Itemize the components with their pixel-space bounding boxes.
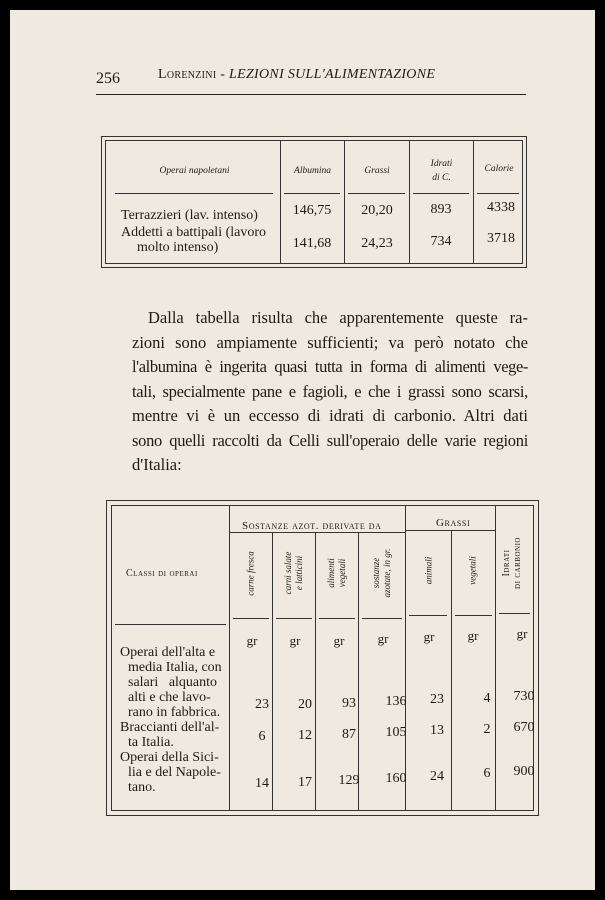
unit-gr: gr [423, 629, 435, 644]
header-underline [319, 618, 355, 619]
unit-gr: gr [246, 633, 258, 648]
cell-value: 13 [430, 723, 444, 738]
header-underline [409, 615, 447, 616]
cell-value: 146,75 [292, 203, 332, 218]
cell-value: 23 [430, 692, 444, 707]
unit-gr: gr [377, 631, 389, 646]
column-divider [344, 140, 345, 264]
subheader-text: carne fresca [245, 551, 256, 596]
subheader-animali [424, 531, 435, 611]
cell-value: 129 [338, 773, 360, 788]
cell-value: 14 [255, 776, 269, 791]
cell-value: 6 [258, 729, 266, 744]
header-underline [276, 618, 312, 619]
subheader-carne-fresca [246, 534, 257, 614]
running-header [158, 67, 435, 83]
header-underline [477, 193, 519, 194]
cell-value: 160 [385, 771, 407, 786]
cell-value: 17 [298, 775, 312, 790]
subheader-text: sostanze [371, 557, 381, 589]
page-number: 256 [96, 70, 120, 87]
body-paragraph [132, 306, 528, 478]
cell-value: 24,23 [361, 236, 393, 251]
cell-value: 20 [298, 697, 312, 712]
header-operai-napoletani: Operai napoletani [159, 166, 230, 176]
header-underline [413, 193, 469, 194]
cell-value: 3718 [487, 231, 515, 246]
paragraph-line: Dalla tabella risulta che apparentemente queste ra- [148, 308, 528, 327]
header-underline [362, 618, 402, 619]
cell-value: 734 [430, 234, 452, 249]
paragraph-line: mentre vi è un eccesso di idrati di carbonio. Altri dati [132, 406, 528, 425]
cell-value: 23 [255, 697, 269, 712]
subheader-text: vegetali [337, 558, 347, 588]
cell-value: 20,20 [361, 203, 393, 218]
subheader-carni-salate [283, 533, 305, 613]
cell-value: 105 [385, 725, 407, 740]
header-underline [115, 624, 226, 625]
row-label-line: alti e che lavo- [128, 690, 211, 705]
header-idrati-di-c: di C. [432, 173, 451, 183]
header-separator: - [216, 67, 230, 82]
subheader-text: e latticini [294, 555, 304, 591]
header-author: Lorenzini [158, 67, 217, 82]
cell-value: 12 [298, 728, 312, 743]
cell-value: 141,68 [292, 236, 332, 251]
header-sostanze-azotate: Sostanze azot. derivate da [242, 520, 382, 532]
subheader-text: animali [423, 556, 434, 585]
row-label-line: Operai dell'alta e [120, 645, 216, 660]
row-label-line: Braccianti dell'al- [120, 720, 220, 735]
row-label-operai-alta-italia [120, 645, 232, 720]
row-label-line: ta Italia. [128, 735, 174, 750]
header-underline [284, 193, 340, 194]
row-label-line: lia e del Napole- [128, 765, 221, 780]
unit-gr: gr [516, 626, 528, 641]
subheader-text: azotate, in gr. [382, 548, 392, 598]
row-label-line: media Italia, con [128, 660, 222, 675]
header-title: LEZIONI SULL'ALIMENTAZIONE [229, 67, 436, 82]
unit-gr: gr [467, 628, 479, 643]
row-label: Addetti a battipali (lavoro [121, 225, 267, 240]
row-label-line: salari alquanto [128, 675, 218, 690]
header-calorie: Calorie [484, 164, 514, 174]
header-underline [499, 613, 530, 614]
subheader-text: carni salate [283, 551, 293, 595]
header-underline [348, 193, 405, 194]
paragraph-line: l'albumina è ingerita quasi tutta in forma di alimenti vege- [132, 357, 528, 376]
subheader-alimenti-vegetali [326, 533, 348, 613]
cell-value: 93 [342, 696, 356, 711]
cell-value: 900 [513, 764, 535, 779]
cell-value: 136 [385, 694, 407, 709]
row-label-line: tano. [128, 780, 156, 795]
header-grassi: Grassi [436, 517, 471, 529]
table-operai-napoletani [101, 136, 527, 268]
subheader-idrati-di-carbonio [501, 518, 523, 608]
row-label-operai-sicilia [120, 750, 232, 795]
row-label-line: rano in fabbrica. [128, 705, 221, 720]
column-divider [272, 532, 273, 811]
row-label: molto intenso) [137, 240, 219, 255]
subheader-sostanze-azotate-gr [371, 533, 393, 613]
subheader-text: Idrati [501, 549, 512, 577]
table-classi-di-operai [106, 500, 539, 816]
cell-value: 24 [430, 769, 444, 784]
cell-value: 893 [430, 202, 452, 217]
paragraph-line: tali, specialmente pane e fagioli, e che i grassi sono scarsi, [132, 381, 528, 401]
subheader-vegetali [468, 531, 479, 611]
header-rule [96, 94, 526, 95]
header-underline [233, 618, 269, 619]
cell-value: 670 [513, 720, 535, 735]
book-page [10, 10, 595, 890]
column-divider [280, 140, 281, 264]
subheader-text: di carbonio [512, 537, 523, 589]
unit-gr: gr [289, 633, 301, 648]
paragraph-line: sono quelli raccolti da Celli sull'operaio delle varie regioni [132, 430, 528, 450]
cell-value: 4338 [487, 200, 515, 215]
unit-gr: gr [333, 633, 345, 648]
paragraph-line: zioni sono ampiamente sufficienti; va però notato che [132, 332, 528, 352]
cell-value: 730 [513, 689, 535, 704]
subheader-text: vegetali [467, 556, 478, 585]
header-underline [115, 193, 273, 194]
row-label: Terrazzieri (lav. intenso) [121, 208, 258, 223]
header-idrati: Idrati [430, 159, 453, 169]
subheader-text: alimenti [326, 558, 336, 588]
cell-value: 2 [483, 722, 491, 737]
column-divider [358, 532, 359, 811]
header-grassi: Grassi [364, 166, 390, 176]
row-label-line: Operai della Sici- [120, 750, 219, 765]
paragraph-line: d'Italia: [132, 455, 182, 474]
group-underline [405, 530, 495, 531]
cell-value: 6 [483, 766, 491, 781]
cell-value: 87 [342, 727, 356, 742]
header-albumina: Albumina [294, 166, 331, 176]
cell-value: 4 [483, 691, 491, 706]
header-underline [455, 615, 492, 616]
row-label-braccianti [120, 720, 232, 750]
column-divider [315, 532, 316, 811]
header-classi-di-operai: Classi di operai [126, 568, 198, 579]
column-divider [405, 505, 406, 811]
